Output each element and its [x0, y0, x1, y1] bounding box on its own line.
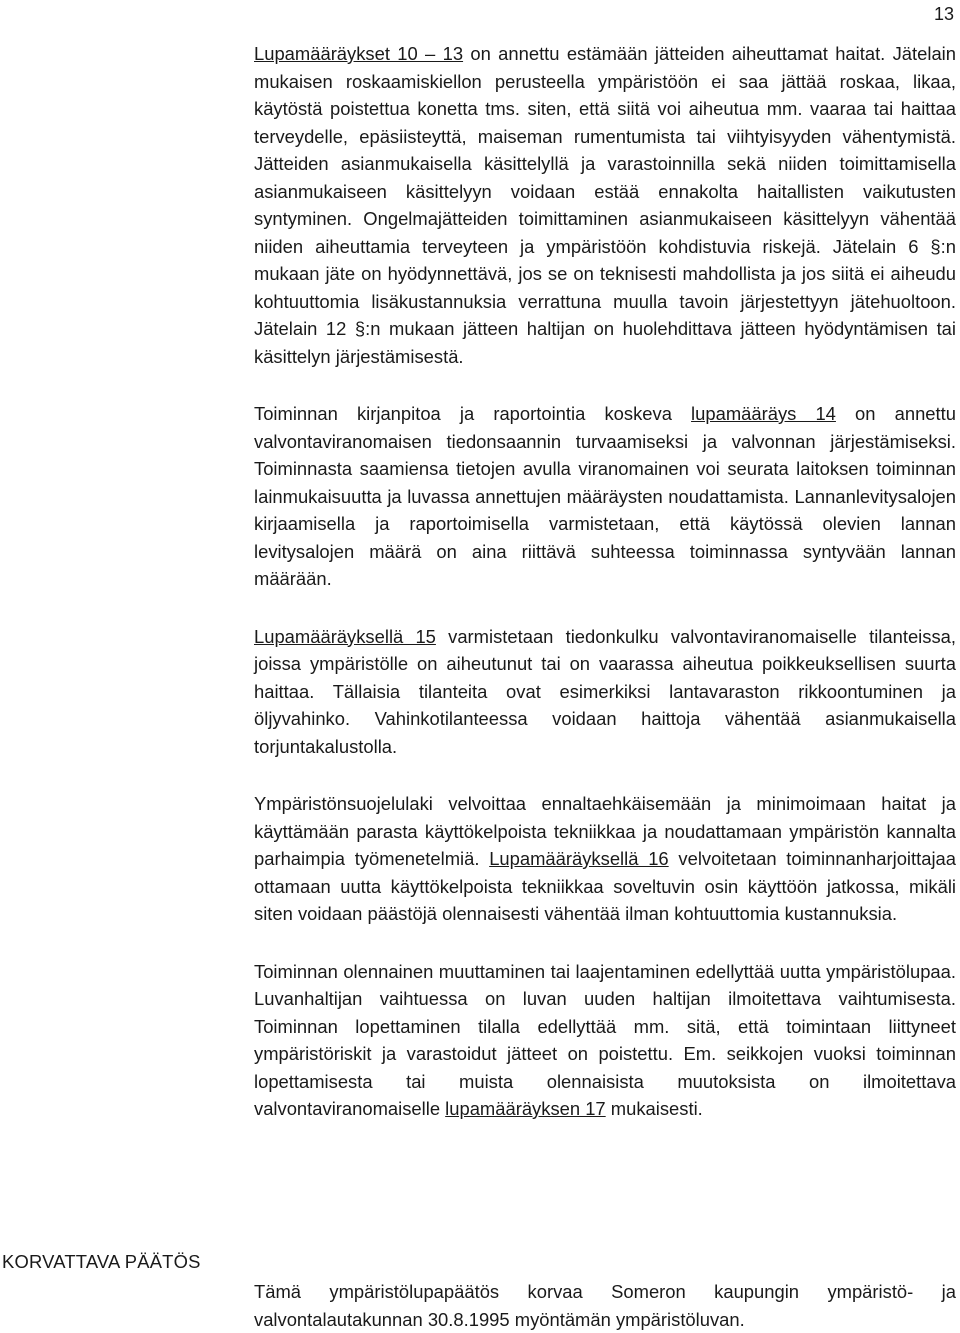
- paragraph-text: mukaisesti.: [605, 1098, 703, 1119]
- paragraph-text: varmistetaan tiedonkulku valvontaviranomaiselle tilanteissa, joissa ympäristölle on aiheutunut tai on vaarassa aiheutua poikkeuksellisen suurta haittaa. Tällaisia tilanteita ovat esimerkiksi lantavaraston rikkoontuminen ja öljyvahinko. Vahinkotilanteessa voidaan haittoja vähentää asianmukaisella torjuntakalustolla.: [254, 625, 956, 757]
- paragraph-waste: [254, 40, 956, 370]
- paragraph-incidents: [254, 623, 956, 761]
- paragraph-text: Ympäristönsuojelulaki velvoittaa ennaltaehkäisemään ja minimoimaan haitat ja käyttämään parasta käyttökelpoista tekniikkaa ja noudattamaan ympäristön kannalta parhaimpia työmenetelmiä.: [254, 793, 956, 869]
- link-lupamaarays-14[interactable]: lupamääräys 14: [691, 403, 836, 424]
- section-heading: KORVATTAVA PÄÄTÖS: [2, 1251, 201, 1272]
- paragraph-text: Toiminnan kirjanpitoa ja raportointia koskeva: [254, 403, 692, 424]
- page-number: 13: [933, 4, 954, 24]
- section-text: Tämä ympäristölupapäätös korvaa Someron kaupungin ympäristö- ja valvontalautakunnan 30.8.1995 myöntämän ympäristöluvan.: [254, 1281, 956, 1330]
- paragraph-text: Toiminnan olennainen muuttaminen tai laajentaminen edellyttää uutta ympäristölupaa. Luvanhaltijan vaihtuessa on luvan uuden haltijan ilmoitettava vaihtumisesta. Toiminnan lopettaminen tilalla edellyttää mm. sitä, että toimintaan liittyneet ympäristöriskit ja varastoidut jätteet on poistettu. Em. seikkojen vuoksi toiminnan lopettamisesta tai muista olennaisista muutoksista on ilmoitettava valvontaviranomaiselle: [254, 960, 956, 1119]
- paragraph-technology: [254, 790, 956, 928]
- link-lupamaaraykset-10-13[interactable]: Lupamääräykset 10 – 13: [254, 43, 464, 64]
- paragraph-changes: [254, 958, 956, 1123]
- link-lupamaarayksella-15[interactable]: Lupamääräyksellä 15: [254, 625, 436, 647]
- link-lupamaarayksen-17[interactable]: lupamääräyksen 17: [445, 1098, 606, 1119]
- paragraph-text: on annettu estämään jätteiden aiheuttamat haitat. Jätelain mukaisen roskaamiskiellon perusteella ympäristöön ei saa jättää roskaa, likaa, käytöstä poistettua konetta tms. siten, että siitä voi aiheutua mm. vaaraa tai haittaa terveydelle, epäsiisteyttä, maiseman rumentumista tai viihtyisyyden vähentymistä. Jätteiden asianmukaisella käsittelyllä ja varastoinnilla sekä niiden toimittamisella asianmukaiseen käsittelyyn voidaan estää ennakolta haitallisten vaikutusten syntyminen. Ongelmajätteiden toimittaminen asianmukaiseen käsittelyyn vähentää niiden aiheuttamia terveyteen ja ympäristöön kohdistuvia riskejä. Jätelain 6 §:n mukaan jäte on hyödynnettävä, jos se on teknisesti mahdollista ja jos siitä ei aiheudu kohtuuttomia lisäkustannuksia verrattuna muulla tavoin järjestettyyn jätehuoltoon. Jätelain 12 §:n mukaan jätteen haltijan on huolehdittava jätteen hyödyntämisen tai käsittelyn järjestämisestä.: [254, 43, 956, 367]
- paragraph-text: on annettu valvontaviranomaisen tiedonsaannin turvaamiseksi ja valvonnan järjestämiseksi. Toiminnasta saamiensa tietojen avulla viranomainen voi seurata laitoksen toiminnan lainmukaisuutta ja luvassa annettujen määräysten noudattamista. Lannanlevitysalojen kirjaamisella ja raportoimisella varmistetaan, että käytössä olevien lannan levitysalojen määrä on aina riittävä suhteessa toiminnassa syntyvään lannan määrään.: [254, 403, 956, 589]
- link-lupamaarayksella-16[interactable]: Lupamääräyksellä 16: [489, 848, 669, 869]
- paragraph-text: velvoitetaan toiminnanharjoittajaa ottamaan uutta käyttökelpoista tekniikkaa soveltuvin osin käyttöön jatkossa, mikäli siten voidaan päästöjä olennaisesti vähentää ilman kohtuuttomia kustannuksia.: [254, 848, 957, 924]
- paragraph-bookkeeping: [254, 400, 956, 593]
- main-text: [254, 40, 956, 1123]
